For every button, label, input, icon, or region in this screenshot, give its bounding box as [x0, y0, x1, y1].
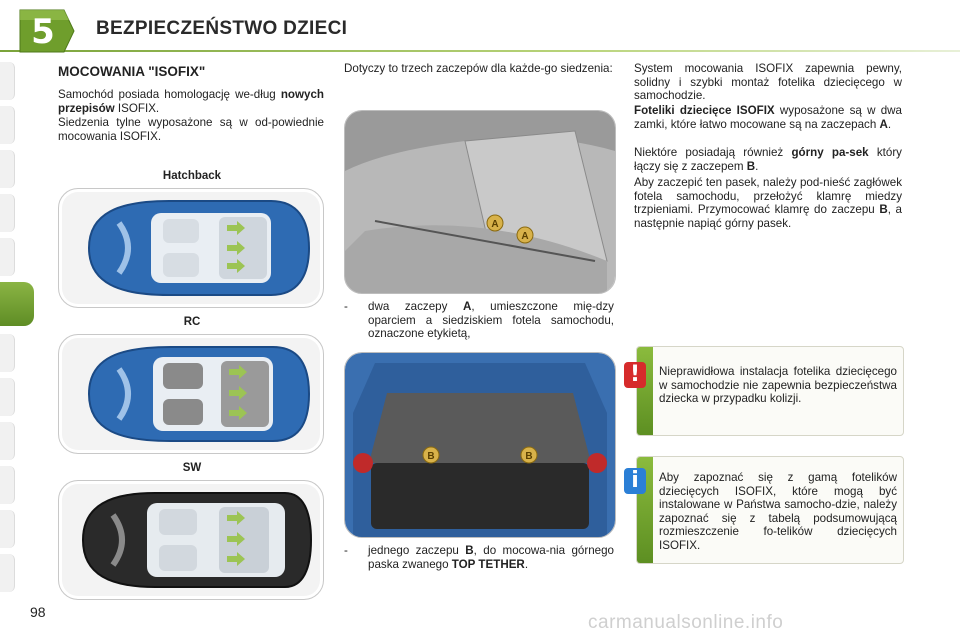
side-tab-1[interactable] [0, 62, 15, 100]
bullet-dash: - [344, 544, 348, 557]
car-topview-icon [59, 189, 323, 307]
bullet-dash: - [344, 300, 348, 313]
car-label-sw: SW [182, 462, 202, 474]
watermark: carmanualsonline.info [588, 612, 784, 633]
car-diagram-rc [58, 334, 324, 454]
car-topview-icon [59, 481, 323, 599]
trunk-photo-icon [345, 353, 615, 537]
info-icon: i [624, 468, 646, 494]
car-diagram-hatchback [58, 188, 324, 308]
right-paragraph-4: Aby zaczepić ten pasek, należy pod-nieść zagłówek fotela samochodu, przełożyć klamrę miedzy trzpieniami. Przymocować klamrę do zaczepu B, a następnie napiąć górny pasek. [634, 176, 902, 230]
page-number: 98 [30, 604, 46, 620]
list-item-anchors-a: dwa zaczepy A, umieszczone mię-dzy oparciem a siedziskiem fotela samochodu, oznaczone etykietą, [368, 300, 614, 341]
list-item-anchor-b: jednego zaczepu B, do mocowa-nia górnego paska zwanego TOP TETHER. [368, 544, 614, 571]
header-divider [0, 50, 960, 52]
side-tab-8[interactable] [0, 378, 15, 416]
right-paragraph-2: Foteliki dziecięce ISOFIX wyposażone są w dwa zamki, które łatwo mocowane są na zaczepach A. [634, 104, 902, 131]
chapter-number: 5 [31, 12, 55, 52]
side-tab-9[interactable] [0, 422, 15, 460]
section-title: MOCOWANIA "ISOFIX" [58, 64, 206, 79]
car-diagram-sw [58, 480, 324, 600]
photo-trunk [344, 352, 616, 538]
rear-seat-photo-icon [345, 111, 615, 293]
side-tab-2[interactable] [0, 106, 15, 144]
page-title: BEZPIECZEŃSTWO DZIECI [96, 18, 348, 39]
middle-lead-text: Dotyczy to trzech zaczepów dla każde-go siedzenia: [344, 62, 613, 75]
side-tab-7[interactable] [0, 334, 15, 372]
side-tab-4[interactable] [0, 194, 15, 232]
car-label-hatchback: Hatchback [162, 170, 222, 182]
warning-note [636, 346, 904, 436]
car-topview-icon [59, 335, 323, 453]
warning-text: Nieprawidłowa instalacja fotelika dziecięcego w samochodzie nie zapewnia bezpieczeństwa dziecka w przypadku kolizji. [659, 365, 897, 406]
info-text: Aby zapoznać się z gamą fotelików dziecięcych ISOFIX, które mogą być instalowane w Państwa samocho-dzie, należy zapoznać się z tabelą podsumowującą rozmieszczenie fo-telików dziecięcych ISOFIX. [659, 471, 897, 552]
side-tab-12[interactable] [0, 554, 15, 592]
side-tab-3[interactable] [0, 150, 15, 188]
warning-accent-bar [637, 347, 653, 435]
right-paragraph-3: Niektóre posiadają również górny pa-sek który łączy się z zaczepem B. [634, 146, 902, 173]
right-paragraph-1: System mocowania ISOFIX zapewnia pewny, solidny i szybki montaż fotelika dziecięcego w samochodzie. [634, 62, 902, 103]
anchor-a-label: A [491, 219, 499, 230]
side-tab-5[interactable] [0, 238, 15, 276]
intro-paragraph-2: Siedzenia tylne wyposażone są w od-powiednie mocowania ISOFIX. [58, 116, 324, 143]
intro-paragraph-1: Samochód posiada homologację we-dług nowych przepisów ISOFIX. [58, 88, 324, 115]
anchor-a-label: A [521, 231, 529, 242]
anchor-b-label: B [427, 451, 435, 462]
photo-rear-seat [344, 110, 616, 294]
side-tab-active[interactable] [0, 282, 34, 326]
side-tab-10[interactable] [0, 466, 15, 504]
warning-icon: ! [624, 362, 646, 388]
info-note [636, 456, 904, 564]
side-tab-11[interactable] [0, 510, 15, 548]
car-label-rc: RC [183, 316, 201, 328]
anchor-b-label: B [525, 451, 533, 462]
